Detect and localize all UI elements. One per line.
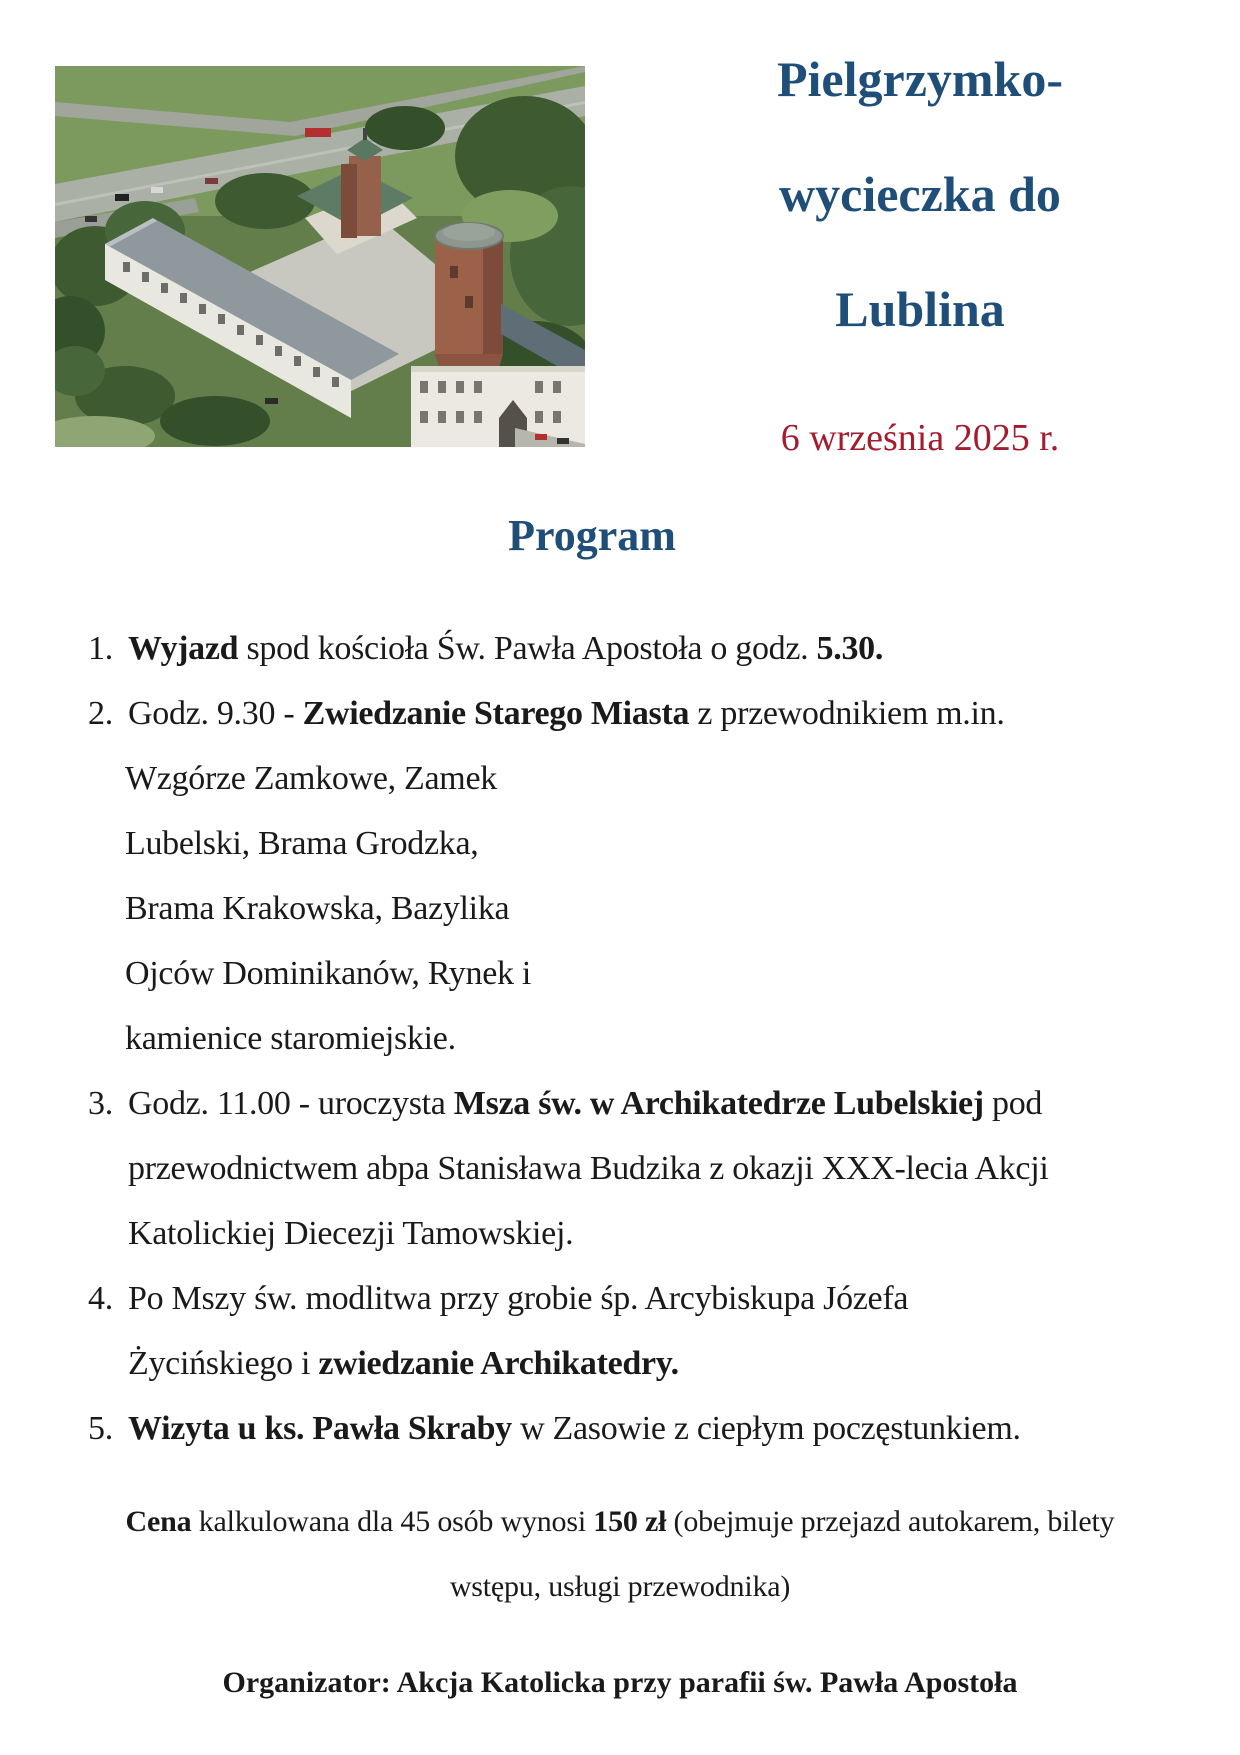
program-item-2 — [88, 681, 1172, 1071]
program-item-3-line-2 — [88, 1136, 1172, 1201]
title-line-1: Pielgrzymko- — [776, 51, 1063, 107]
program-list — [88, 616, 1172, 1461]
page-title — [650, 22, 1190, 367]
text: spod kościoła Św. Pawła Apostoła o godz. — [238, 630, 817, 667]
text: Katolickiej Diecezji Tamowskiej. — [128, 1215, 574, 1252]
title-line-2: wycieczka do — [779, 166, 1061, 222]
program-item-3-line-1 — [88, 1071, 1172, 1136]
item-number: 1. — [88, 630, 113, 667]
item-number: 2. — [88, 695, 113, 732]
old-town-sight-1: Wzgórze Zamkowe, Zamek — [125, 760, 497, 797]
program-item-5 — [88, 1396, 1172, 1461]
bold-text: Msza św. w Archikatedrze Lubelskiej — [453, 1085, 984, 1122]
bold-text: Cena — [125, 1505, 192, 1538]
old-town-sights-list — [125, 746, 1172, 1071]
program-item-4-line-1 — [88, 1266, 1172, 1331]
program-heading: Program — [508, 511, 676, 560]
old-town-sight-4: Ojców Dominikanów, Rynek i — [125, 955, 532, 992]
bold-text: zwiedzanie Archikatedry. — [318, 1345, 679, 1382]
bold-text: Zwiedzanie Starego Miasta — [302, 695, 690, 732]
price-line-1 — [70, 1489, 1170, 1554]
old-town-sight-3: Brama Krakowska, Bazylika — [125, 890, 510, 927]
program-item-1-line-1 — [88, 616, 1172, 681]
item-number: 5. — [88, 1410, 113, 1447]
text: wstępu, usługi przewodnika) — [449, 1570, 791, 1603]
program-item-5-line-1 — [88, 1396, 1172, 1461]
price-line-2 — [70, 1554, 1170, 1619]
program-item-2-line-1 — [88, 681, 1172, 746]
bold-text: Wizyta u ks. Pawła Skraby — [128, 1410, 512, 1447]
program-item-4-line-2 — [88, 1331, 1172, 1396]
text: Życińskiego i — [128, 1345, 319, 1382]
program-item-4 — [88, 1266, 1172, 1396]
text: (obejmuje przejazd autokarem, bilety — [666, 1505, 1115, 1538]
bold-text: 150 zł — [593, 1505, 667, 1538]
text: Po Mszy św. modlitwa przy grobie śp. Arcybiskupa Józefa — [128, 1280, 909, 1317]
item-number: 3. — [88, 1085, 113, 1122]
castle-illustration — [55, 66, 585, 447]
text: Godz. 11.00 - uroczysta — [128, 1085, 454, 1122]
item-number: 4. — [88, 1280, 113, 1317]
organizer-line: Organizator: Akcja Katolicka przy parafii św. Pawła Apostoła — [222, 1666, 1018, 1699]
text: kalkulowana dla 45 osób wynosi — [191, 1505, 594, 1538]
text: z przewodnikiem m.in. — [689, 695, 1005, 732]
text: pod — [983, 1085, 1043, 1122]
program-item-3-line-3 — [88, 1201, 1172, 1266]
text: Godz. 9.30 - — [128, 695, 303, 732]
program-item-3 — [88, 1071, 1172, 1266]
old-town-sight-2: Lubelski, Brama Grodzka, — [125, 825, 479, 862]
text: przewodnictwem abpa Stanisława Budzika z okazji XXX-lecia Akcji — [128, 1150, 1049, 1187]
text: w Zasowie z ciepłym poczęstunkiem. — [511, 1410, 1021, 1447]
title-line-3: Lublina — [835, 281, 1005, 337]
lublin-castle-photo — [55, 66, 585, 447]
event-date: 6 września 2025 r. — [780, 417, 1060, 459]
bold-text: Wyjazd — [128, 630, 239, 667]
bold-text: 5.30. — [816, 630, 884, 667]
price-note — [70, 1489, 1170, 1619]
program-item-1 — [88, 616, 1172, 681]
old-town-sight-5: kamienice staromiejskie. — [125, 1020, 456, 1057]
